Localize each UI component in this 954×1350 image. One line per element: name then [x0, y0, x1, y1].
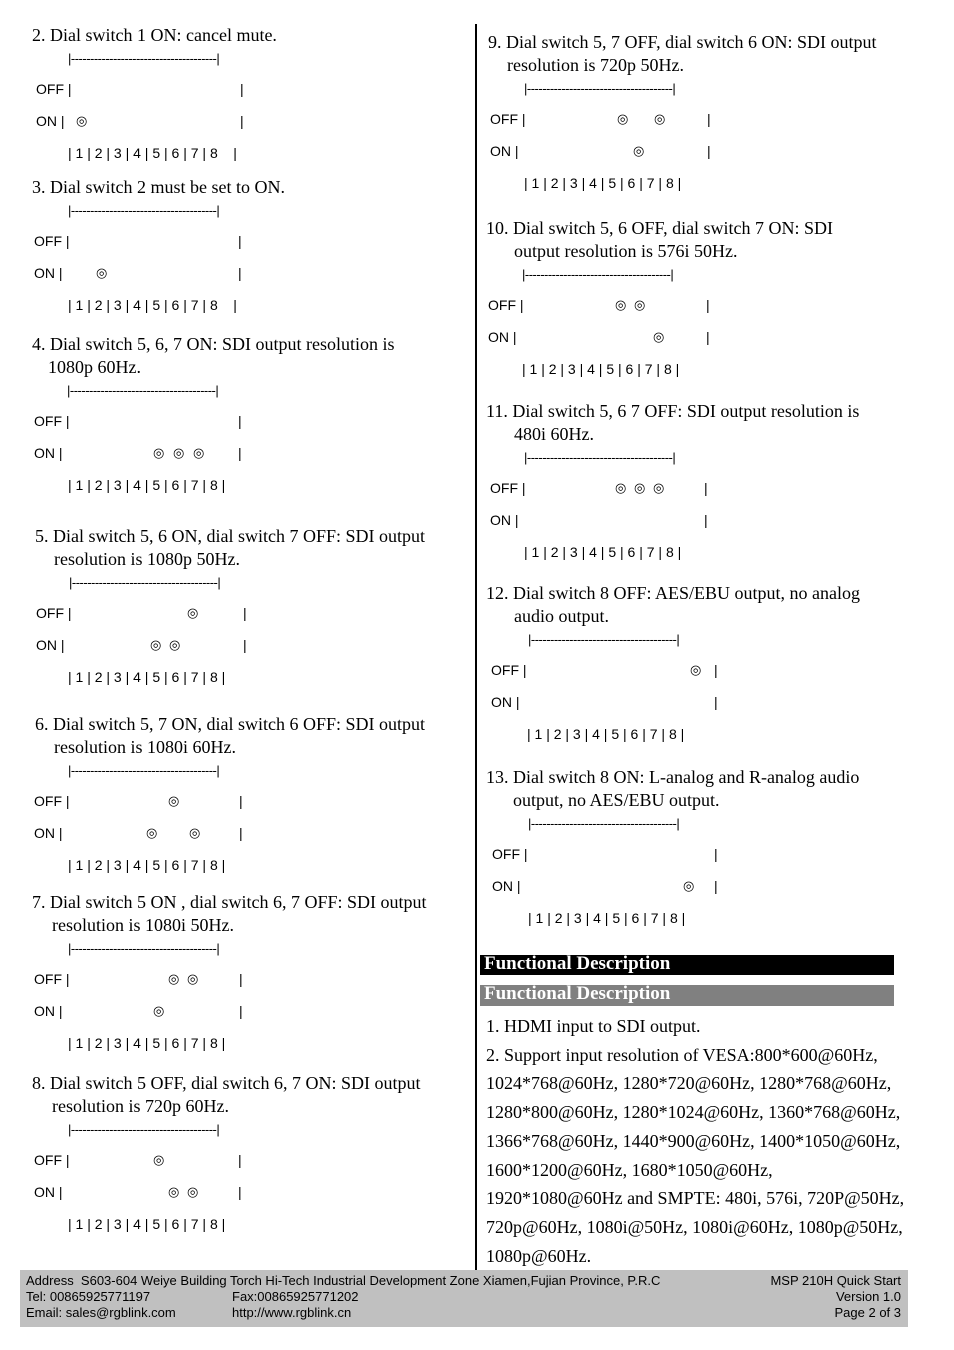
switch-frame-top: |--------------------------------------|: [524, 450, 676, 465]
off-row-label: OFF |: [34, 971, 70, 987]
switch-position-marker: ◎: [633, 144, 645, 159]
on-row-label: ON |: [491, 694, 520, 710]
switch-position-marker: ◎: [96, 266, 108, 281]
on-row-end: |: [714, 694, 718, 710]
setting-description: [32, 1072, 421, 1118]
switch-frame-top: |--------------------------------------|: [67, 383, 219, 398]
on-row-end: |: [240, 113, 244, 129]
switch-position-marker: ◎: [168, 1185, 180, 1200]
functional-description-line: 720p@60Hz, 1080i@50Hz, 1080i@60Hz, 1080p@50Hz,: [486, 1216, 903, 1237]
off-row-label: OFF |: [492, 846, 528, 862]
switch-position-marker: ◎: [634, 481, 646, 496]
on-row-label: ON |: [36, 113, 65, 129]
off-row-end: |: [238, 233, 242, 249]
switch-numbers: | 1 | 2 | 3 | 4 | 5 | 6 | 7 | 8 |: [524, 175, 682, 191]
description-line: 12. Dial switch 8 OFF: AES/EBU output, no analog: [486, 583, 861, 603]
switch-position-marker: ◎: [690, 663, 702, 678]
switch-position-marker: ◎: [153, 446, 165, 461]
switch-frame-top: |--------------------------------------|: [524, 81, 676, 96]
setting-description: [486, 400, 859, 446]
off-row-label: OFF |: [490, 480, 526, 496]
description-line: resolution is 1080i 50Hz.: [52, 915, 234, 935]
switch-position-marker: ◎: [683, 879, 695, 894]
footer-version: Version 1.0: [835, 1289, 901, 1304]
description-line: 2. Dial switch 1 ON: cancel mute.: [32, 25, 277, 45]
description-line: resolution is 1080p 50Hz.: [54, 549, 240, 569]
footer-address: Address S603-604 Weiye Building Torch Hi-Tech Industrial Development Zone Xiamen,Fujian Province, P.R.C: [26, 1273, 661, 1288]
switch-position-marker: ◎: [146, 826, 158, 841]
switch-numbers: | 1 | 2 | 3 | 4 | 5 | 6 | 7 | 8 |: [522, 361, 680, 377]
off-row-end: |: [243, 605, 247, 621]
on-row-end: |: [239, 1003, 243, 1019]
functional-description-line: 1366*768@60Hz, 1440*900@60Hz, 1400*1050@60Hz,: [486, 1130, 901, 1151]
switch-position-marker: ◎: [187, 972, 199, 987]
setting-description: [35, 525, 425, 571]
off-row-end: |: [239, 971, 243, 987]
switch-frame-top: |--------------------------------------|: [69, 575, 221, 590]
off-row-label: OFF |: [34, 1152, 70, 1168]
footer-fax: Fax:00865925771202: [232, 1289, 359, 1304]
setting-description: [488, 31, 877, 77]
column-divider: [475, 24, 477, 1270]
off-row-label: OFF |: [490, 111, 526, 127]
switch-position-marker: ◎: [187, 1185, 199, 1200]
footer-product: MSP 210H Quick Start: [770, 1273, 901, 1288]
switch-position-marker: ◎: [654, 112, 666, 127]
switch-position-marker: ◎: [653, 481, 665, 496]
off-row-end: |: [706, 297, 710, 313]
switch-position-marker: ◎: [653, 330, 665, 345]
switch-numbers: | 1 | 2 | 3 | 4 | 5 | 6 | 7 | 8 |: [68, 145, 237, 161]
setting-description: [32, 24, 277, 47]
description-line: 480i 60Hz.: [514, 424, 594, 444]
description-line: audio output.: [514, 606, 609, 626]
on-row-end: |: [243, 637, 247, 653]
on-row-label: ON |: [492, 878, 521, 894]
switch-numbers: | 1 | 2 | 3 | 4 | 5 | 6 | 7 | 8 |: [528, 910, 686, 926]
off-row-end: |: [714, 846, 718, 862]
switch-position-marker: ◎: [153, 1004, 165, 1019]
description-line: 3. Dial switch 2 must be set to ON.: [32, 177, 285, 197]
switch-frame-top: |--------------------------------------|: [68, 1122, 220, 1137]
switch-frame-top: |--------------------------------------|: [68, 203, 220, 218]
switch-position-marker: ◎: [150, 638, 162, 653]
switch-numbers: | 1 | 2 | 3 | 4 | 5 | 6 | 7 | 8 |: [68, 477, 226, 493]
functional-description-line: 1600*1200@60Hz, 1680*1050@60Hz,: [486, 1159, 773, 1180]
switch-position-marker: ◎: [168, 794, 180, 809]
off-row-end: |: [240, 81, 244, 97]
off-row-label: OFF |: [36, 81, 72, 97]
setting-description: [32, 176, 285, 199]
functional-description-line: 1024*768@60Hz, 1280*720@60Hz, 1280*768@60Hz,: [486, 1073, 892, 1094]
switch-position-marker: ◎: [193, 446, 205, 461]
setting-description: [32, 333, 395, 379]
switch-numbers: | 1 | 2 | 3 | 4 | 5 | 6 | 7 | 8 |: [68, 1216, 226, 1232]
switch-position-marker: ◎: [168, 972, 180, 987]
switch-numbers: | 1 | 2 | 3 | 4 | 5 | 6 | 7 | 8 |: [68, 1035, 226, 1051]
switch-position-marker: ◎: [634, 298, 646, 313]
off-row-label: OFF |: [491, 662, 527, 678]
description-line: resolution is 1080i 60Hz.: [54, 737, 236, 757]
switch-position-marker: ◎: [615, 298, 627, 313]
switch-frame-top: |--------------------------------------|: [522, 267, 674, 282]
switch-numbers: | 1 | 2 | 3 | 4 | 5 | 6 | 7 | 8 |: [68, 857, 226, 873]
off-row-end: |: [238, 413, 242, 429]
switch-position-marker: ◎: [153, 1153, 165, 1168]
on-row-end: |: [704, 512, 708, 528]
switch-position-marker: ◎: [76, 114, 88, 129]
setting-description: [486, 766, 859, 812]
off-row-label: OFF |: [36, 605, 72, 621]
switch-frame-top: |--------------------------------------|: [528, 632, 680, 647]
on-row-end: |: [238, 265, 242, 281]
description-line: output resolution is 576i 50Hz.: [514, 241, 738, 261]
description-line: 9. Dial switch 5, 7 OFF, dial switch 6 ON: SDI output: [488, 32, 877, 52]
footer-tel: Tel: 00865925771197: [26, 1289, 151, 1304]
switch-position-marker: ◎: [173, 446, 185, 461]
description-line: output, no AES/EBU output.: [513, 790, 720, 810]
description-line: 7. Dial switch 5 ON , dial switch 6, 7 OFF: SDI output: [32, 892, 427, 912]
description-line: 6. Dial switch 5, 7 ON, dial switch 6 OFF: SDI output: [35, 714, 425, 734]
switch-numbers: | 1 | 2 | 3 | 4 | 5 | 6 | 7 | 8 |: [527, 726, 685, 742]
setting-description: [486, 217, 833, 263]
functional-description-heading-grey: [480, 985, 894, 1006]
off-row-end: |: [707, 111, 711, 127]
on-row-label: ON |: [34, 825, 63, 841]
description-line: 5. Dial switch 5, 6 ON, dial switch 7 OFF: SDI output: [35, 526, 425, 546]
on-row-label: ON |: [36, 637, 65, 653]
switch-position-marker: ◎: [189, 826, 201, 841]
switch-numbers: | 1 | 2 | 3 | 4 | 5 | 6 | 7 | 8 |: [68, 297, 237, 313]
on-row-label: ON |: [34, 265, 63, 281]
on-row-label: ON |: [34, 445, 63, 461]
footer-web: http://www.rgblink.cn: [232, 1305, 352, 1320]
functional-description-line: 1920*1080@60Hz and SMPTE: 480i, 576i, 720P@50Hz,: [486, 1188, 905, 1209]
on-row-end: |: [707, 143, 711, 159]
footer-email: Email: sales@rgblink.com: [26, 1305, 176, 1320]
on-row-end: |: [238, 1184, 242, 1200]
functional-description-line: 1080p@60Hz.: [486, 1245, 592, 1266]
off-row-label: OFF |: [34, 793, 70, 809]
setting-description: [32, 891, 427, 937]
heading-text: Functional Description: [484, 953, 671, 974]
on-row-end: |: [714, 878, 718, 894]
setting-description: [486, 582, 860, 628]
off-row-label: OFF |: [488, 297, 524, 313]
on-row-label: ON |: [490, 512, 519, 528]
description-line: 13. Dial switch 8 ON: L-analog and R-analog audio: [486, 767, 860, 787]
description-line: 8. Dial switch 5 OFF, dial switch 6, 7 ON: SDI output: [32, 1073, 421, 1093]
switch-position-marker: ◎: [169, 638, 181, 653]
description-line: 11. Dial switch 5, 6 7 OFF: SDI output resolution is: [486, 401, 860, 421]
switch-frame-top: |--------------------------------------|: [68, 941, 220, 956]
description-line: 10. Dial switch 5, 6 OFF, dial switch 7 ON: SDI: [486, 218, 834, 238]
off-row-end: |: [239, 793, 243, 809]
switch-numbers: | 1 | 2 | 3 | 4 | 5 | 6 | 7 | 8 |: [524, 544, 682, 560]
on-row-label: ON |: [490, 143, 519, 159]
off-row-end: |: [704, 480, 708, 496]
description-line: resolution is 720p 50Hz.: [507, 55, 684, 75]
switch-position-marker: ◎: [617, 112, 629, 127]
switch-numbers: | 1 | 2 | 3 | 4 | 5 | 6 | 7 | 8 |: [68, 669, 226, 685]
switch-position-marker: ◎: [615, 481, 627, 496]
on-row-label: ON |: [34, 1184, 63, 1200]
functional-description-line: 1280*800@60Hz, 1280*1024@60Hz, 1360*768@60Hz,: [486, 1102, 901, 1123]
on-row-end: |: [706, 329, 710, 345]
off-row-label: OFF |: [34, 413, 70, 429]
switch-frame-top: |--------------------------------------|: [528, 816, 680, 831]
functional-description-line: 1. HDMI input to SDI output.: [486, 1016, 701, 1036]
description-line: 4. Dial switch 5, 6, 7 ON: SDI output resolution is: [32, 334, 395, 354]
left-column: [0, 0, 474, 1270]
on-row-label: ON |: [34, 1003, 63, 1019]
off-row-end: |: [238, 1152, 242, 1168]
on-row-end: |: [238, 445, 242, 461]
switch-position-marker: ◎: [187, 606, 199, 621]
off-row-label: OFF |: [34, 233, 70, 249]
footer-page: Page 2 of 3: [834, 1305, 901, 1320]
page-footer: [20, 1270, 908, 1327]
description-line: 1080p 60Hz.: [48, 357, 141, 377]
off-row-end: |: [714, 662, 718, 678]
on-row-label: ON |: [488, 329, 517, 345]
description-line: resolution is 720p 60Hz.: [52, 1096, 229, 1116]
on-row-end: |: [239, 825, 243, 841]
switch-frame-top: |--------------------------------------|: [68, 763, 220, 778]
switch-frame-top: |--------------------------------------|: [68, 51, 220, 66]
heading-text: Functional Description: [484, 983, 671, 1004]
functional-description-line: 2. Support input resolution of VESA:800*600@60Hz,: [486, 1044, 878, 1065]
functional-description-heading: [480, 955, 894, 975]
setting-description: [35, 713, 425, 759]
